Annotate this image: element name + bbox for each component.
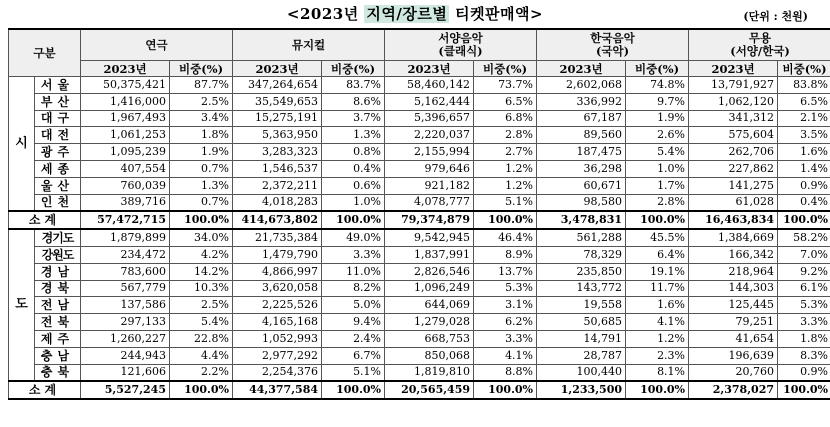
- share-value: 6.8%: [474, 110, 537, 127]
- share-value: 2.5%: [170, 93, 233, 110]
- sales-value: 1,384,669: [689, 229, 778, 246]
- sales-value: 144,303: [689, 280, 778, 297]
- subtotal-share: 100.0%: [170, 211, 233, 229]
- share-value: 6.4%: [626, 246, 689, 263]
- share-value: 3.7%: [322, 110, 385, 127]
- sales-value: 5,162,444: [385, 93, 474, 110]
- share-value: 1.8%: [170, 127, 233, 144]
- sales-value: 567,779: [81, 280, 170, 297]
- share-value: 3.3%: [322, 246, 385, 263]
- sales-value: 58,460,142: [385, 77, 474, 94]
- subtotal-value: 20,565,459: [385, 381, 474, 399]
- sales-value: 2,372,211: [233, 177, 322, 194]
- header-year: 2023년: [385, 61, 474, 77]
- share-value: 1.2%: [474, 177, 537, 194]
- sales-value: 79,251: [689, 314, 778, 331]
- group-label: 시: [9, 77, 35, 212]
- region-name: 경북: [35, 280, 81, 297]
- share-value: 2.1%: [778, 110, 830, 127]
- sales-value: 2,254,376: [233, 364, 322, 381]
- header-genre-dance: 무용 (서양/한국): [689, 29, 830, 61]
- header-share: 비중(%): [626, 61, 689, 77]
- subtotal-row: [9, 381, 830, 399]
- header-genre-theater: 연극: [81, 29, 233, 61]
- subtotal-value: 1,233,500: [537, 381, 626, 399]
- share-value: 4.2%: [170, 246, 233, 263]
- share-value: 8.2%: [322, 280, 385, 297]
- sales-value: 1,279,028: [385, 314, 474, 331]
- sales-value: 5,363,950: [233, 127, 322, 144]
- share-value: 5.4%: [170, 314, 233, 331]
- sales-value: 143,772: [537, 280, 626, 297]
- region-name: 부산: [35, 93, 81, 110]
- sales-value: 4,866,997: [233, 263, 322, 280]
- region-name: 세종: [35, 160, 81, 177]
- header-share: 비중(%): [474, 61, 537, 77]
- table-row: [9, 314, 830, 331]
- share-value: 1.0%: [626, 160, 689, 177]
- region-name: 전남: [35, 297, 81, 314]
- table-row: [9, 93, 830, 110]
- region-name: 광주: [35, 144, 81, 161]
- sales-value: 561,288: [537, 229, 626, 246]
- table-row: [9, 330, 830, 347]
- sales-value: 50,375,421: [81, 77, 170, 94]
- table-title: [0, 3, 830, 24]
- sales-value: 78,329: [537, 246, 626, 263]
- sales-value: 61,028: [689, 194, 778, 211]
- sales-value: 218,964: [689, 263, 778, 280]
- share-value: 1.4%: [778, 160, 830, 177]
- region-name: 제주: [35, 330, 81, 347]
- sales-value: 98,580: [537, 194, 626, 211]
- share-value: 9.4%: [322, 314, 385, 331]
- subtotal-label: 소계: [9, 211, 81, 229]
- sales-value: 141,275: [689, 177, 778, 194]
- share-value: 0.7%: [170, 160, 233, 177]
- share-value: 4.4%: [170, 347, 233, 364]
- sales-value: 1,819,810: [385, 364, 474, 381]
- sales-value: 1,061,253: [81, 127, 170, 144]
- subtotal-value: 3,478,831: [537, 211, 626, 229]
- region-name: 인천: [35, 194, 81, 211]
- share-value: 5.3%: [474, 280, 537, 297]
- table-row: [9, 364, 830, 381]
- share-value: 1.3%: [322, 127, 385, 144]
- share-value: 11.0%: [322, 263, 385, 280]
- share-value: 4.1%: [626, 314, 689, 331]
- subtotal-label: 소계: [9, 381, 81, 399]
- region-name: 대구: [35, 110, 81, 127]
- share-value: 6.7%: [322, 347, 385, 364]
- subtotal-value: 414,673,802: [233, 211, 322, 229]
- share-value: 2.3%: [626, 347, 689, 364]
- sales-value: 389,716: [81, 194, 170, 211]
- share-value: 2.8%: [474, 127, 537, 144]
- share-value: 34.0%: [170, 229, 233, 246]
- subtotal-share: 100.0%: [474, 211, 537, 229]
- sales-value: 21,735,384: [233, 229, 322, 246]
- sales-value: 341,312: [689, 110, 778, 127]
- share-value: 19.1%: [626, 263, 689, 280]
- header-year: 2023년: [233, 61, 322, 77]
- sales-value: 89,560: [537, 127, 626, 144]
- share-value: 13.7%: [474, 263, 537, 280]
- table-row: [9, 144, 830, 161]
- subtotal-share: 100.0%: [778, 211, 830, 229]
- share-value: 6.1%: [778, 280, 830, 297]
- sales-value: 1,879,899: [81, 229, 170, 246]
- share-value: 1.2%: [474, 160, 537, 177]
- table-row: [9, 263, 830, 280]
- subtotal-value: 5,527,245: [81, 381, 170, 399]
- region-name: 충남: [35, 347, 81, 364]
- sales-value: 60,671: [537, 177, 626, 194]
- sales-value: 235,850: [537, 263, 626, 280]
- sales-value: 1,096,249: [385, 280, 474, 297]
- share-value: 0.4%: [778, 194, 830, 211]
- share-value: 83.8%: [778, 77, 830, 94]
- header-genre-classical: 서양음악 (클래식): [385, 29, 537, 61]
- share-value: 49.0%: [322, 229, 385, 246]
- share-value: 8.9%: [474, 246, 537, 263]
- region-name: 경남: [35, 263, 81, 280]
- subtotal-share: 100.0%: [322, 381, 385, 399]
- sales-value: 1,095,239: [81, 144, 170, 161]
- header-category: 구분: [9, 29, 81, 77]
- share-value: 3.3%: [474, 330, 537, 347]
- title-prefix: <2023년: [286, 5, 365, 23]
- share-value: 8.3%: [778, 347, 830, 364]
- share-value: 0.6%: [322, 177, 385, 194]
- share-value: 1.9%: [626, 110, 689, 127]
- region-name: 강원도: [35, 246, 81, 263]
- header-genre-musical: 뮤지컬: [233, 29, 385, 61]
- share-value: 5.0%: [322, 297, 385, 314]
- sales-value: 1,967,493: [81, 110, 170, 127]
- share-value: 0.8%: [322, 144, 385, 161]
- sales-value: 187,475: [537, 144, 626, 161]
- share-value: 9.2%: [778, 263, 830, 280]
- table-row: [9, 110, 830, 127]
- sales-value: 3,620,058: [233, 280, 322, 297]
- sales-value: 15,275,191: [233, 110, 322, 127]
- subtotal-share: 100.0%: [322, 211, 385, 229]
- subtotal-share: 100.0%: [474, 381, 537, 399]
- subtotal-row: [9, 211, 830, 229]
- share-value: 2.6%: [626, 127, 689, 144]
- share-value: 45.5%: [626, 229, 689, 246]
- share-value: 6.2%: [474, 314, 537, 331]
- share-value: 9.7%: [626, 93, 689, 110]
- sales-value: 1,052,993: [233, 330, 322, 347]
- sales-value: 50,685: [537, 314, 626, 331]
- table-row: [9, 347, 830, 364]
- sales-value: 1,416,000: [81, 93, 170, 110]
- sales-value: 850,068: [385, 347, 474, 364]
- table-row: [9, 246, 830, 263]
- sales-value: 2,225,526: [233, 297, 322, 314]
- subtotal-value: 16,463,834: [689, 211, 778, 229]
- sales-value: 2,602,068: [537, 77, 626, 94]
- region-name: 경기도: [35, 229, 81, 246]
- header-year: 2023년: [689, 61, 778, 77]
- sales-value: 28,787: [537, 347, 626, 364]
- sales-value: 13,791,927: [689, 77, 778, 94]
- share-value: 4.1%: [474, 347, 537, 364]
- subtotal-share: 100.0%: [170, 381, 233, 399]
- sales-value: 1,260,227: [81, 330, 170, 347]
- share-value: 1.6%: [626, 297, 689, 314]
- share-value: 10.3%: [170, 280, 233, 297]
- subtotal-value: 57,472,715: [81, 211, 170, 229]
- share-value: 8.1%: [626, 364, 689, 381]
- sales-value: 41,654: [689, 330, 778, 347]
- sales-value: 5,396,657: [385, 110, 474, 127]
- share-value: 0.9%: [778, 364, 830, 381]
- sales-value: 244,943: [81, 347, 170, 364]
- share-value: 5.1%: [474, 194, 537, 211]
- sales-value: 227,862: [689, 160, 778, 177]
- header-genre-korean-music: 한국음악 (국악): [537, 29, 689, 61]
- share-value: 5.4%: [626, 144, 689, 161]
- share-value: 2.2%: [170, 364, 233, 381]
- subtotal-value: 2,378,027: [689, 381, 778, 399]
- table-row: [9, 177, 830, 194]
- sales-value: 2,220,037: [385, 127, 474, 144]
- sales-value: 196,639: [689, 347, 778, 364]
- sales-value: 347,264,654: [233, 77, 322, 94]
- sales-value: 979,646: [385, 160, 474, 177]
- unit-label: (단위 : 천원): [743, 10, 808, 23]
- share-value: 7.0%: [778, 246, 830, 263]
- ticket-sales-table: [8, 28, 830, 400]
- share-value: 11.7%: [626, 280, 689, 297]
- sales-value: 2,977,292: [233, 347, 322, 364]
- sales-value: 125,445: [689, 297, 778, 314]
- sales-value: 35,549,653: [233, 93, 322, 110]
- share-value: 2.5%: [170, 297, 233, 314]
- subtotal-value: 44,377,584: [233, 381, 322, 399]
- share-value: 8.6%: [322, 93, 385, 110]
- share-value: 1.0%: [322, 194, 385, 211]
- share-value: 3.4%: [170, 110, 233, 127]
- share-value: 2.4%: [322, 330, 385, 347]
- share-value: 46.4%: [474, 229, 537, 246]
- sales-value: 4,018,283: [233, 194, 322, 211]
- region-name: 충북: [35, 364, 81, 381]
- share-value: 1.8%: [778, 330, 830, 347]
- sales-value: 137,586: [81, 297, 170, 314]
- sales-value: 262,706: [689, 144, 778, 161]
- share-value: 5.1%: [322, 364, 385, 381]
- region-name: 대전: [35, 127, 81, 144]
- share-value: 0.9%: [778, 177, 830, 194]
- region-name: 서울: [35, 77, 81, 94]
- sales-value: 921,182: [385, 177, 474, 194]
- share-value: 1.9%: [170, 144, 233, 161]
- share-value: 2.7%: [474, 144, 537, 161]
- share-value: 8.8%: [474, 364, 537, 381]
- share-value: 1.7%: [626, 177, 689, 194]
- sales-value: 1,479,790: [233, 246, 322, 263]
- share-value: 87.7%: [170, 77, 233, 94]
- share-value: 58.2%: [778, 229, 830, 246]
- sales-value: 20,760: [689, 364, 778, 381]
- header-share: 비중(%): [322, 61, 385, 77]
- sales-value: 67,187: [537, 110, 626, 127]
- header-share: 비중(%): [778, 61, 830, 77]
- sales-value: 166,342: [689, 246, 778, 263]
- sales-value: 14,791: [537, 330, 626, 347]
- sales-value: 1,062,120: [689, 93, 778, 110]
- share-value: 1.3%: [170, 177, 233, 194]
- sales-value: 1,546,537: [233, 160, 322, 177]
- share-value: 6.5%: [778, 93, 830, 110]
- sales-value: 234,472: [81, 246, 170, 263]
- header-year: 2023년: [537, 61, 626, 77]
- share-value: 2.8%: [626, 194, 689, 211]
- title-suffix: 티켓판매액>: [449, 5, 544, 23]
- table-body: [9, 77, 830, 400]
- share-value: 1.2%: [626, 330, 689, 347]
- table-row: [9, 194, 830, 211]
- share-value: 6.5%: [474, 93, 537, 110]
- region-name: 울산: [35, 177, 81, 194]
- table-row: [9, 280, 830, 297]
- sales-value: 2,155,994: [385, 144, 474, 161]
- share-value: 14.2%: [170, 263, 233, 280]
- sales-value: 9,542,945: [385, 229, 474, 246]
- sales-value: 19,558: [537, 297, 626, 314]
- header-share: 비중(%): [170, 61, 233, 77]
- share-value: 0.4%: [322, 160, 385, 177]
- sales-value: 3,283,323: [233, 144, 322, 161]
- sales-value: 644,069: [385, 297, 474, 314]
- share-value: 73.7%: [474, 77, 537, 94]
- share-value: 3.1%: [474, 297, 537, 314]
- sales-value: 575,604: [689, 127, 778, 144]
- sales-value: 2,826,546: [385, 263, 474, 280]
- sales-value: 668,753: [385, 330, 474, 347]
- subtotal-share: 100.0%: [778, 381, 830, 399]
- share-value: 3.5%: [778, 127, 830, 144]
- share-value: 22.8%: [170, 330, 233, 347]
- sales-value: 336,992: [537, 93, 626, 110]
- sales-value: 407,554: [81, 160, 170, 177]
- sales-value: 297,133: [81, 314, 170, 331]
- share-value: 74.8%: [626, 77, 689, 94]
- subtotal-share: 100.0%: [626, 381, 689, 399]
- sales-value: 100,440: [537, 364, 626, 381]
- sales-value: 760,039: [81, 177, 170, 194]
- sales-value: 1,837,991: [385, 246, 474, 263]
- title-highlight: 지역/장르별: [366, 5, 448, 23]
- sales-value: 36,298: [537, 160, 626, 177]
- table-row: [9, 127, 830, 144]
- share-value: 83.7%: [322, 77, 385, 94]
- share-value: 0.7%: [170, 194, 233, 211]
- table-row: [9, 229, 830, 246]
- table-row: [9, 297, 830, 314]
- share-value: 3.3%: [778, 314, 830, 331]
- share-value: 1.6%: [778, 144, 830, 161]
- subtotal-value: 79,374,879: [385, 211, 474, 229]
- group-label: 도: [9, 229, 35, 381]
- sales-value: 783,600: [81, 263, 170, 280]
- sales-value: 4,165,168: [233, 314, 322, 331]
- sales-value: 121,606: [81, 364, 170, 381]
- subheader-row: [9, 61, 830, 77]
- share-value: 5.3%: [778, 297, 830, 314]
- table-row: [9, 77, 830, 94]
- region-name: 전북: [35, 314, 81, 331]
- table-row: [9, 160, 830, 177]
- subtotal-share: 100.0%: [626, 211, 689, 229]
- header-year: 2023년: [81, 61, 170, 77]
- sales-value: 4,078,777: [385, 194, 474, 211]
